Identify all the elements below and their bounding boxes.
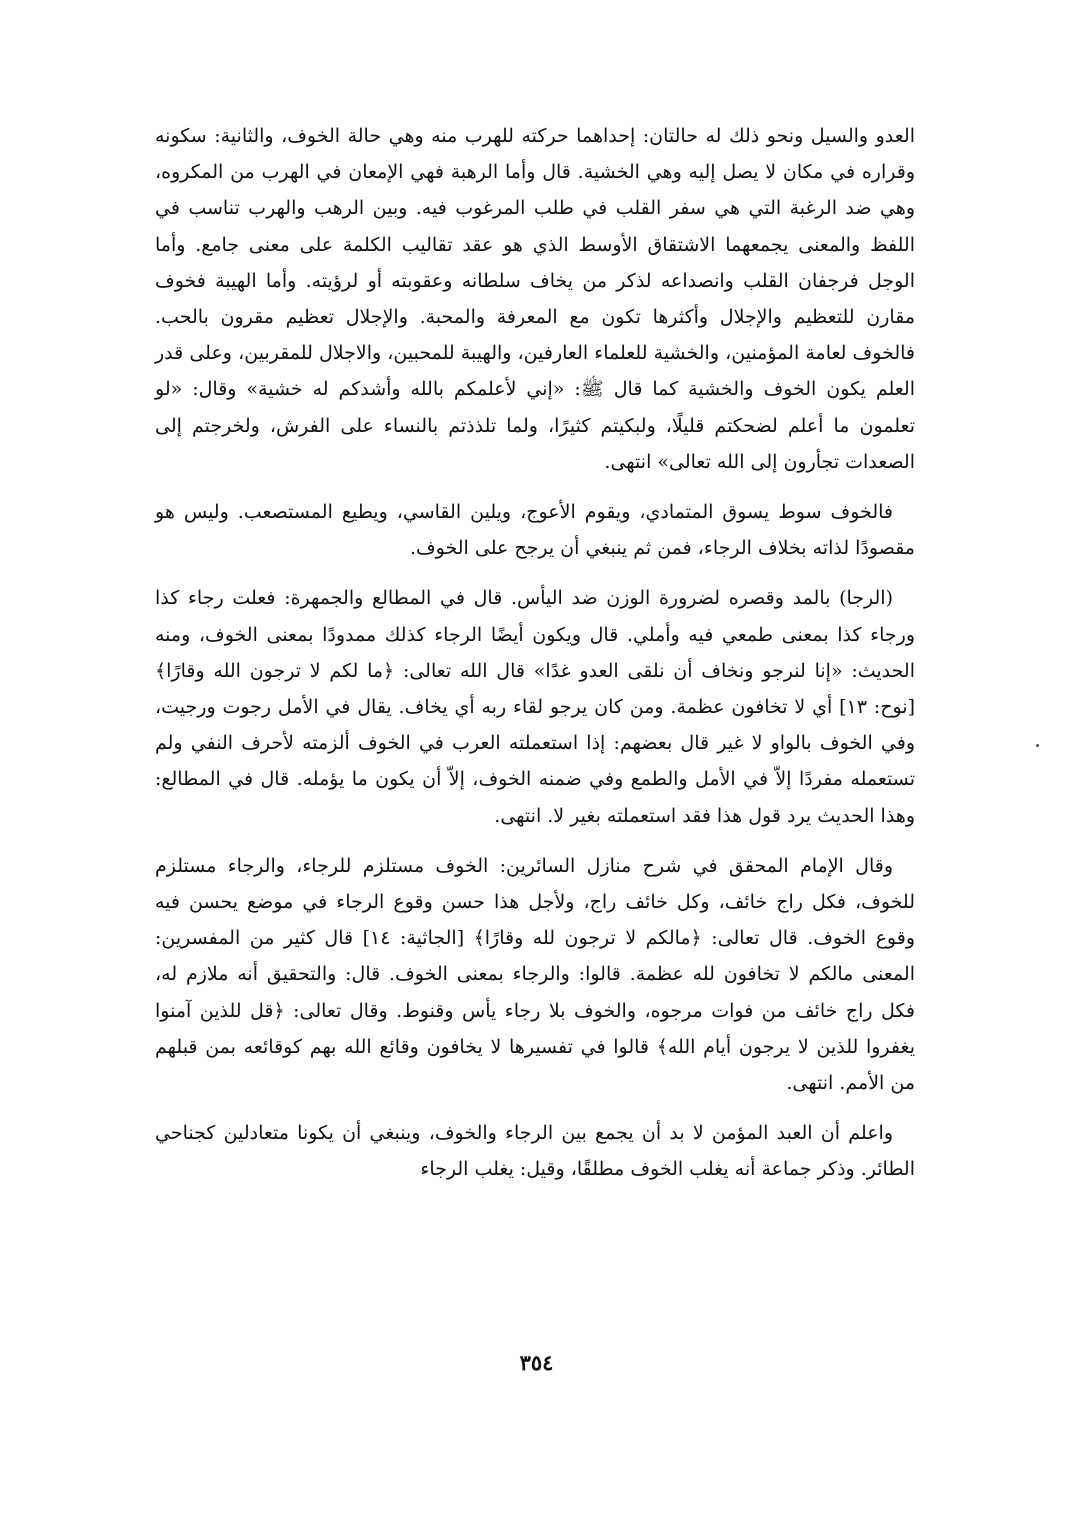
page-number: ٣٥٤ [519, 1350, 554, 1375]
paragraph-fear-types: العدو والسيل ونحو ذلك له حالتان: إحداهما حركته للهرب منه وهي حالة الخوف، والثانية: سكونه وقراره في مكان لا يصل إليه وهي الخشية. قال وأما الرهبة فهي الإمعان في الهرب من المكروه، وهي ضد الرغبة التي هي سفر القلب في طلب المرغوب فيه. وبين الرهب والهرب تناسب في اللفظ والمعنى يجمعهما الاشتقاق الأوسط الذي هو عقد تقاليب الكلمة على معنى جامع. وأما الوجل فرجفان القلب وانصداعه لذكر من يخاف سلطانه وعقوبته أو لرؤيته. وأما الهيبة فخوف مقارن للتعظيم والإجلال وأكثرها تكون مع المعرفة والمحبة. والإجلال تعظيم مقرون بالحب. فالخوف لعامة المؤمنين، والخشية للعلماء العارفين، والهيبة للمحبين، والاجلال للمقربين، وعلى قدر العلم يكون الخوف والخشية كما قال ﷺ: «إني لأعلمكم بالله وأشدكم له خشية» وقال: «لو تعلمون ما أعلم لضحكتم قليلًا، ولبكيتم كثيرًا، ولما تلذذتم بالنساء على الفرش، ولخرجتم إلى الصعدات تجأرون إلى الله تعالى» انتهى. [155, 125, 915, 473]
scan-speck [1036, 744, 1039, 747]
paragraph-imam-commentary: وقال الإمام المحقق في شرح منازل السائرين: الخوف مستلزم للرجاء، والرجاء مستلزم للخوف، فكل راج خائف، وكل خائف راج، ولأجل هذا حسن وقوع الرجاء في موضع يحسن فيه وقوع الخوف. قال تعالى: ﴿مالكم لا ترجون لله وقارًا﴾ [الجاثية: ١٤] قال كثير من المفسرين: المعنى مالكم لا تخافون لله عظمة. قالوا: والرجاء بمعنى الخوف. قال: والتحقيق أنه ملازم له، فكل راج خائف من فوات مرجوه، والخوف بلا رجاء يأس وقنوط. وقال تعالى: ﴿قل للذين آمنوا يغفروا للذين لا يرجون أيام الله﴾ قالوا في تفسيرها لا يخافون وقائع الله بهم كوقائعه بمن قبلهم من الأمم. انتهى. [155, 854, 915, 1095]
paragraph-balance: واعلم أن العبد المؤمن لا بد أن يجمع بين الرجاء والخوف، وينبغي أن يكونا متعادلين كجناحي الطائر. وذكر جماعة أنه يغلب الخوف مطلقًا، وقيل: يغلب الرجاء [155, 1122, 915, 1181]
body-text [155, 118, 915, 1202]
paragraph-fear-whip: فالخوف سوط يسوق المتمادي، ويقوم الأعوج، ويلين القاسي، ويطيع المستصعب. وليس هو مقصودًا لذاته بخلاف الرجاء، فمن ثم ينبغي أن يرجح على الخوف. [155, 501, 915, 560]
paragraph-hope-definition: (الرجا) بالمد وقصره لضرورة الوزن ضد اليأس. قال في المطالع والجمهرة: فعلت رجاء كذا ورجاء كذا بمعنى طمعي فيه وأملي. قال ويكون أيضًا الرجاء كذلك ممدودًا بمعنى الخوف، ومنه الحديث: «إنا لنرجو ونخاف أن نلقى العدو غدًا» قال الله تعالى: ﴿ما لكم لا ترجون الله وقارًا﴾ [نوح: ١٣] أي لا تخافون عظمة. ومن كان يرجو لقاء ربه أي يخاف. يقال في الأمل رجوت ورجيت، وفي الخوف بالواو لا غير قال بعضهم: إذا استعملته العرب في الخوف ألزمته لأحرف النفي ولم تستعمله مفردًا إلاّ في الأمل والطمع وفي ضمنه الخوف، إلاّ أن يكون ما يؤمله. قال في المطالع: وهذا الحديث يرد قول هذا فقد استعملته بغير لا. انتهى. [155, 587, 915, 827]
